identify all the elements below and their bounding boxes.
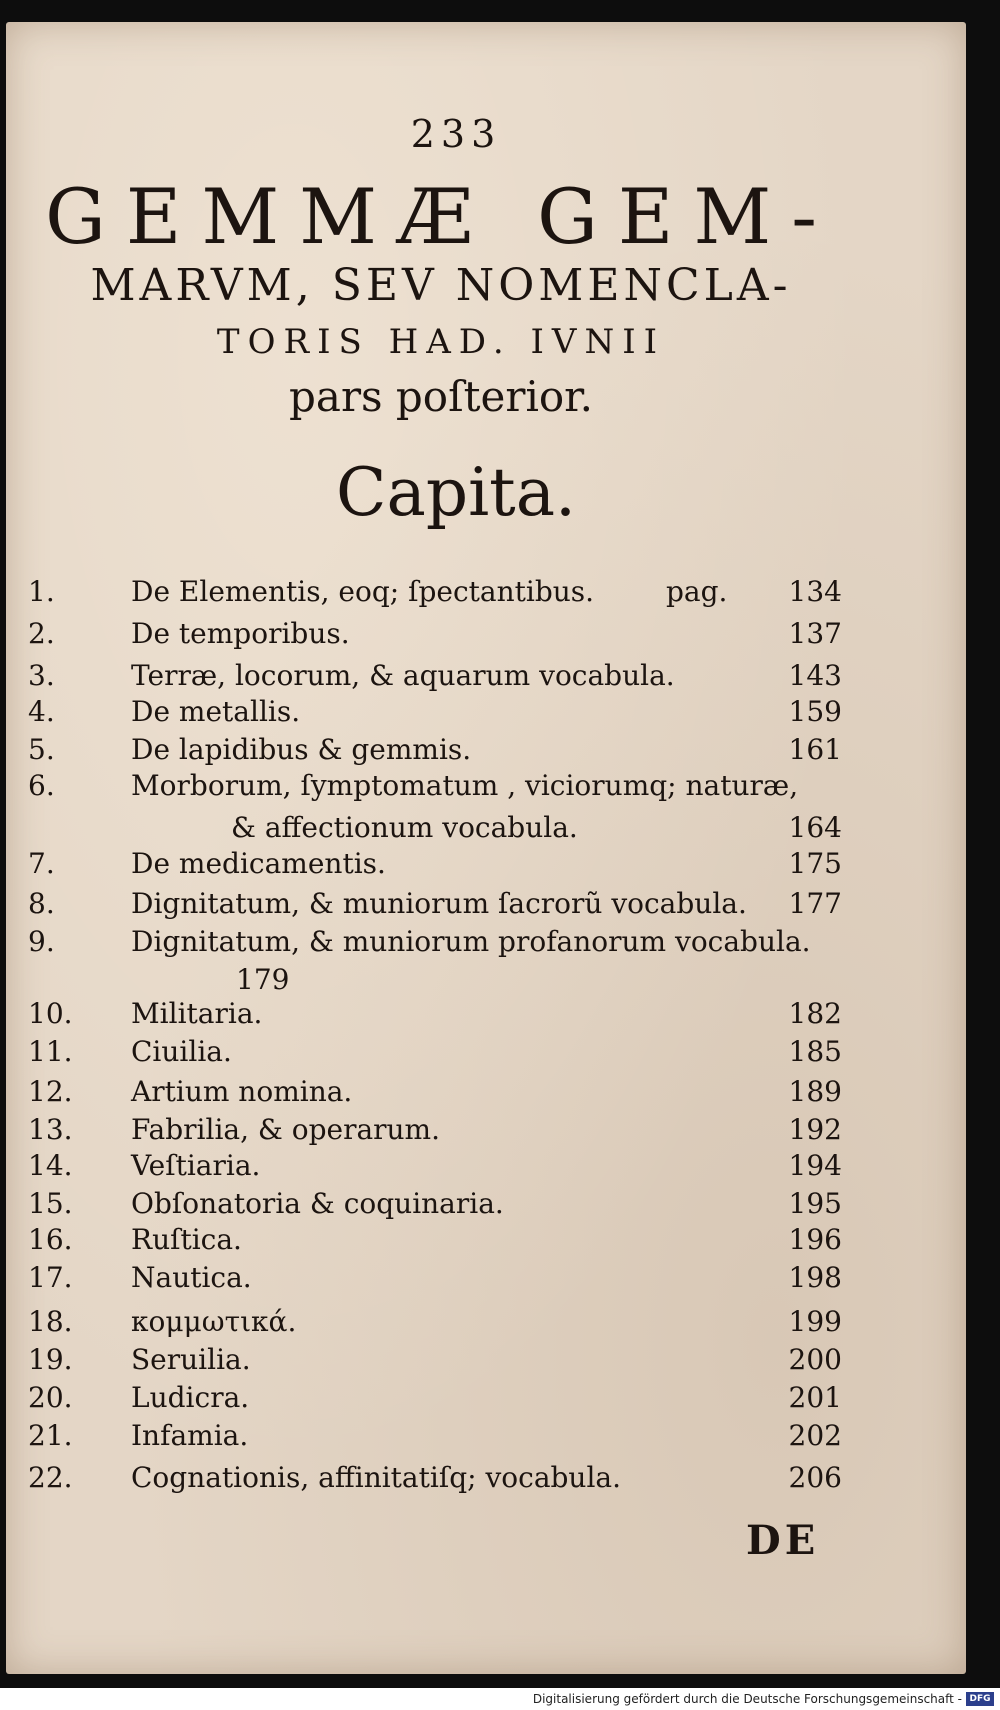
toc-title-continuation: & affectionum vocabula. <box>231 811 578 844</box>
toc-page: 182 <box>788 997 842 1030</box>
toc-page: 194 <box>788 1149 842 1182</box>
toc-page: 195 <box>788 1187 842 1220</box>
toc-number: 18. <box>28 1305 73 1338</box>
toc-page: 192 <box>788 1113 842 1146</box>
toc-number: 20. <box>28 1381 73 1414</box>
toc-title: De Elementis, eoq; ſpectantibus. <box>131 575 595 608</box>
toc-row <box>6 614 966 654</box>
toc-row <box>6 1458 966 1498</box>
footer-bar <box>0 1688 1000 1710</box>
toc-number: 5. <box>28 733 55 766</box>
toc-row <box>6 1302 966 1342</box>
toc-number: 2. <box>28 617 55 650</box>
toc-number: 19. <box>28 1343 73 1376</box>
toc-row <box>6 1110 966 1150</box>
section-heading: Capita. <box>335 454 577 531</box>
toc-number: 8. <box>28 887 55 920</box>
toc-number: 4. <box>28 695 55 728</box>
title-line-1: GEMMÆ GEM- <box>45 172 837 261</box>
toc-page: 143 <box>788 659 842 692</box>
toc-page: 164 <box>788 811 842 844</box>
toc-number: 21. <box>28 1419 73 1452</box>
toc-title: Morborum, ſymptomatum , viciorumq; naturæ, <box>131 769 799 802</box>
toc-number: 22. <box>28 1461 73 1494</box>
title-line-3: TORIS HAD. IVNII <box>216 322 666 362</box>
toc-page: 137 <box>788 617 842 650</box>
toc-page: 202 <box>788 1419 842 1452</box>
toc-title: Seruilia. <box>131 1343 251 1376</box>
toc-number: 16. <box>28 1223 73 1256</box>
toc-row <box>6 692 966 732</box>
toc-row <box>6 1340 966 1380</box>
toc-title: De lapidibus & gemmis. <box>131 733 472 766</box>
toc-number: 13. <box>28 1113 73 1146</box>
toc-number: 9. <box>28 925 55 958</box>
toc-title: Fabrilia, & operarum. <box>131 1113 441 1146</box>
toc-title: Nautica. <box>131 1261 252 1294</box>
toc-title: Ruſtica. <box>131 1223 242 1256</box>
toc-title: Militaria. <box>131 997 263 1030</box>
toc-title: De metallis. <box>131 695 301 728</box>
toc-number: 12. <box>28 1075 73 1108</box>
toc-row <box>6 844 966 884</box>
toc-row <box>6 1378 966 1418</box>
toc-title: Ludicra. <box>131 1381 250 1414</box>
toc-number: 14. <box>28 1149 73 1182</box>
toc-number: 1. <box>28 575 55 608</box>
catchword: DE <box>746 1517 820 1564</box>
toc-number: 11. <box>28 1035 73 1068</box>
toc-row <box>6 1220 966 1260</box>
toc-page: 161 <box>788 733 842 766</box>
toc-number: 6. <box>28 769 55 802</box>
toc-row <box>6 656 966 696</box>
toc-title: Terræ, locorum, & aquarum vocabula. <box>131 659 675 692</box>
toc-number: 7. <box>28 847 55 880</box>
toc-row <box>6 1072 966 1112</box>
toc-page: 206 <box>788 1461 842 1494</box>
toc-page: 177 <box>788 887 842 920</box>
toc-row <box>6 766 966 806</box>
toc-row <box>6 994 966 1034</box>
table-of-contents <box>6 22 966 1674</box>
toc-row <box>6 572 966 612</box>
title-line-2: MARVM, SEV NOMENCLA- <box>90 260 792 311</box>
toc-page: 196 <box>788 1223 842 1256</box>
toc-title: De temporibus. <box>131 617 350 650</box>
toc-page: 201 <box>788 1381 842 1414</box>
toc-page: 185 <box>788 1035 842 1068</box>
toc-row-continuation <box>6 808 966 848</box>
toc-number: 3. <box>28 659 55 692</box>
toc-title: Ciuilia. <box>131 1035 232 1068</box>
toc-page: 189 <box>788 1075 842 1108</box>
page-number: 233 <box>410 112 502 156</box>
toc-title: Cognationis, affinitatiſq; vocabula. <box>131 1461 622 1494</box>
toc-page: 200 <box>788 1343 842 1376</box>
toc-title: Veſtiaria. <box>131 1149 261 1182</box>
toc-number: 10. <box>28 997 73 1030</box>
toc-row <box>6 1416 966 1456</box>
toc-row <box>6 730 966 770</box>
pag-label: pag. <box>666 575 728 608</box>
book-page <box>6 22 966 1674</box>
toc-page: 199 <box>788 1305 842 1338</box>
toc-page: 175 <box>788 847 842 880</box>
toc-title: Artium nomina. <box>131 1075 353 1108</box>
toc-title: Infamia. <box>131 1419 249 1452</box>
toc-title: De medicamentis. <box>131 847 386 880</box>
toc-page: 198 <box>788 1261 842 1294</box>
footer-credit: Digitalisierung gefördert durch die Deutsche Forschungsgemeinschaft - <box>532 1692 962 1706</box>
toc-row <box>6 1258 966 1298</box>
toc-title: Dignitatum, & muniorum profanorum vocabula. <box>131 925 811 958</box>
toc-row <box>6 884 966 924</box>
toc-number: 15. <box>28 1187 73 1220</box>
toc-title: Obſonatoria & coquinaria. <box>131 1187 504 1220</box>
toc-number: 17. <box>28 1261 73 1294</box>
toc-title: κομμωτικά. <box>131 1305 297 1338</box>
title-line-4: pars poſterior. <box>289 372 593 421</box>
toc-row <box>6 1146 966 1186</box>
toc-page: 134 <box>788 575 842 608</box>
toc-page-continuation: 179 <box>236 963 290 996</box>
toc-page: 159 <box>788 695 842 728</box>
toc-row <box>6 922 966 962</box>
toc-title: Dignitatum, & muniorum ſacrorũ vocabula. <box>131 887 747 920</box>
dfg-logo: DFG <box>966 1692 994 1706</box>
toc-row <box>6 1032 966 1072</box>
toc-row <box>6 1184 966 1224</box>
